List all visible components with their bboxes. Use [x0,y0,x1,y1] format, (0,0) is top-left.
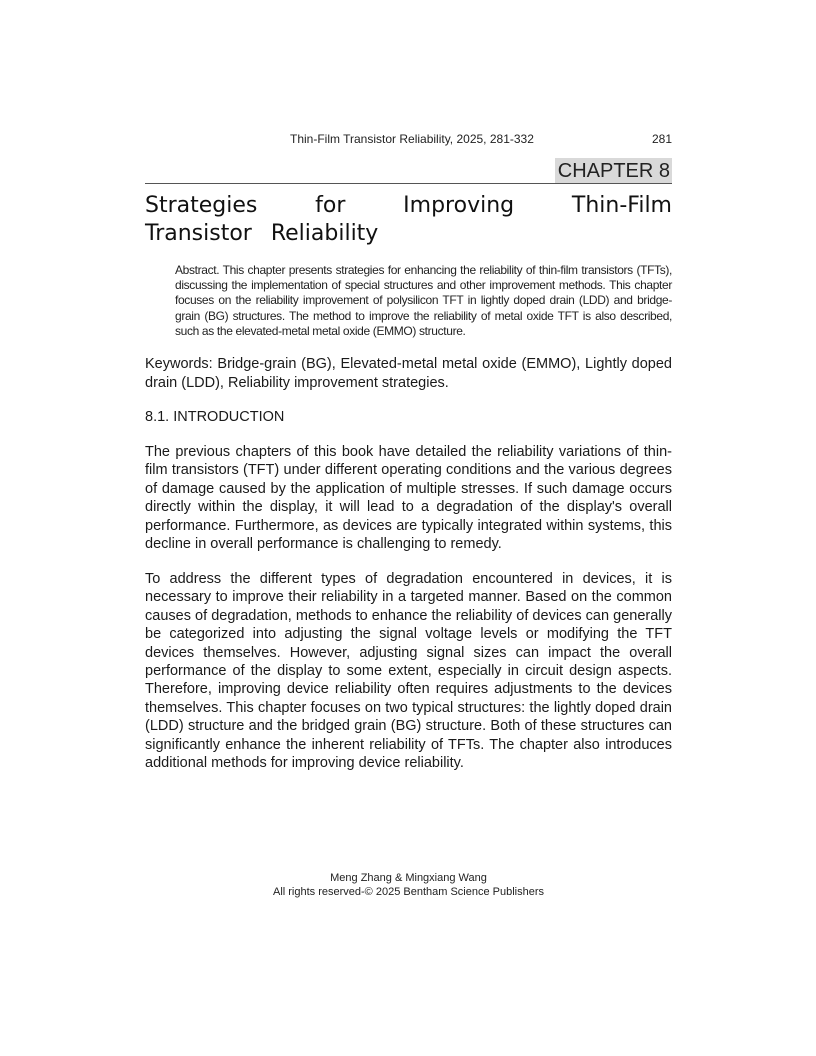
chapter-title: Strategies for Improving Thin-Film Transistor Reliability [145,193,672,246]
page-footer [145,871,672,899]
keywords-text: Keywords: Bridge-grain (BG), Elevated-metal metal oxide (EMMO), Lightly doped drain (LDD), Reliability improvement strategies. [145,356,672,391]
body-paragraph-1: The previous chapters of this book have detailed the reliability variations of thin-film transistors (TFT) under different operating conditions and the various degrees of damage caused by the application of multiple stresses. If such damage occurs directly within the display, it will lead to a degradation of the display's overall performance. Furthermore, as devices are typically integrated within systems, this decline in overall performance is challenging to remedy. [145,444,672,553]
page-number: 281 [651,132,672,146]
footer-copyright: All rights reserved-© 2025 Bentham Science Publishers [272,886,544,898]
chapter-label: CHAPTER 8 [555,158,672,183]
running-head-title: Thin-Film Transistor Reliability, 2025, 281-332 [290,132,534,146]
footer-authors: Meng Zhang & Mingxiang Wang [330,872,487,884]
running-head [145,132,672,148]
section-heading: 8.1. INTRODUCTION [145,409,285,425]
chapter-divider [145,183,672,184]
body-paragraph-2: To address the different types of degradation encountered in devices, it is necessary to improve their reliability in a targeted manner. Based on the common causes of degradation, methods to enhance the reliability of devices can generally be categorized into adjusting the signal voltage levels or modifying the TFT devices themselves. However, adjusting signal sizes can impact the overall performance of the display to some extent, especially in circuit design aspects. Therefore, improving device reliability often requires adjustments to the devices themselves. This chapter focuses on two typical structures: the lightly doped drain (LDD) structure and the bridged grain (BG) structure. Both of these structures can significantly enhance the inherent reliability of TFTs. The chapter also introduces additional methods for improving device reliability. [145,571,672,772]
abstract-text: Abstract. This chapter presents strategies for enhancing the reliability of thin-film transistors (TFTs), discussing the implementation of special structures and other improvement methods. This chapter focuses on the reliability improvement of polysilicon TFT in lightly doped drain (LDD) and bridge-grain (BG) structures. The method to improve the reliability of metal oxide TFT is also described, such as the elevated-metal metal oxide (EMMO) structure. [175,263,672,338]
